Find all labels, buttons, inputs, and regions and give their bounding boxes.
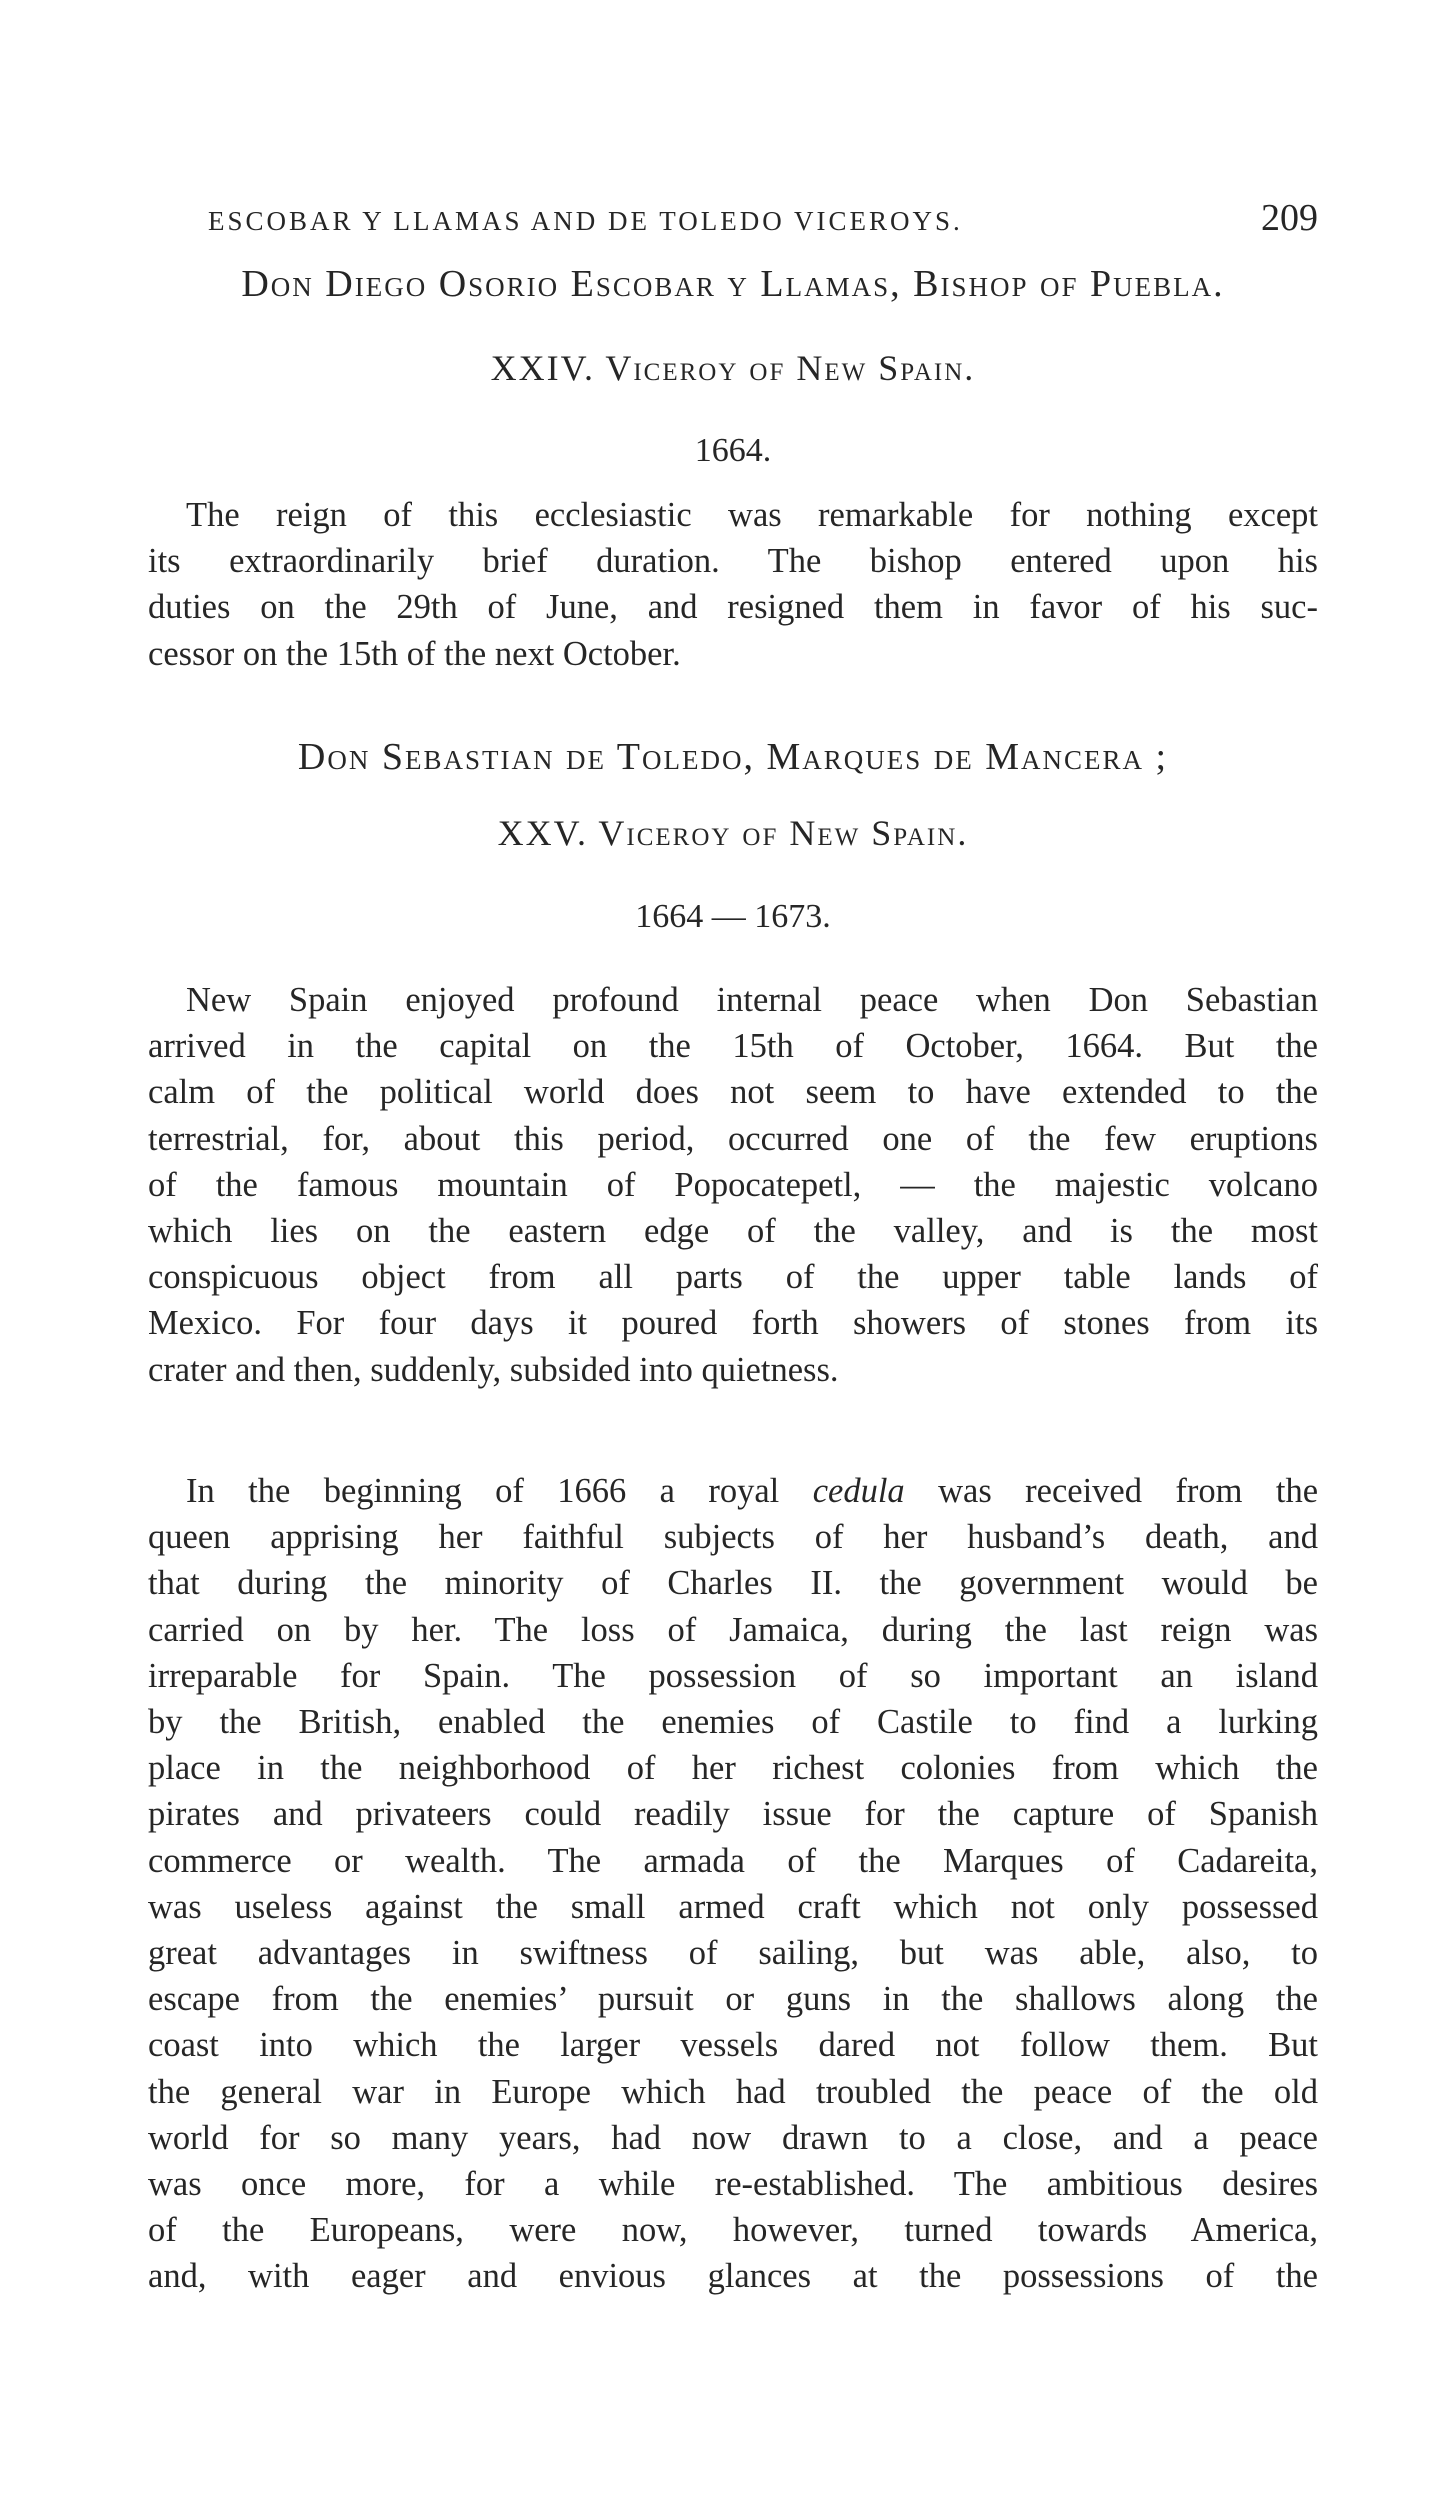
text-fragment: was received from the	[938, 1472, 1319, 1510]
text-fragment: In the beginning of 1666 a royal	[186, 1472, 780, 1510]
text-line: duties on the 29th of June, and resigned them in favor of his suc-	[148, 588, 1318, 627]
text-line: queen apprising her faithful subjects of her husband’s death, and	[148, 1518, 1318, 1557]
paragraph-new-spain-peace	[148, 977, 1318, 1393]
text-line: was useless against the small armed craft which not only possessed	[148, 1887, 1318, 1926]
text-line: carried on by her. The loss of Jamaica, during the last reign was	[148, 1610, 1318, 1649]
text-line: world for so many years, had now drawn to a close, and a peace	[148, 2118, 1318, 2157]
text-line: arrived in the capital on the 15th of October, 1664. But the	[148, 1027, 1318, 1066]
text-line: cessor on the 15th of the next October.	[148, 634, 681, 673]
text-line: by the British, enabled the enemies of Castile to find a lurking	[148, 1703, 1318, 1742]
text-line: Mexico. For four days it poured forth showers of stones from its	[148, 1304, 1318, 1343]
text-line: terrestrial, for, about this period, occurred one of the few eruptions	[148, 1119, 1318, 1158]
viceroy-name-heading: Don Diego Osorio Escobar y Llamas, Bishop of Puebla.	[241, 263, 1225, 305]
text-line: irreparable for Spain. The possession of so important an island	[148, 1656, 1318, 1695]
page-number: 209	[1261, 197, 1318, 239]
text-line: coast into which the larger vessels dared not follow them. But	[148, 2026, 1318, 2065]
text-line	[148, 1468, 1318, 1514]
text-line: its extraordinarily brief duration. The bishop entered upon his	[148, 542, 1318, 581]
text-line: that during the minority of Charles II. the government would be	[148, 1564, 1318, 1603]
viceroy-name-heading: Don Sebastian de Toledo, Marques de Mancera ;	[297, 736, 1169, 778]
text-line: was once more, for a while re-established. The ambitious desires	[148, 2165, 1318, 2204]
viceroy-years-heading: 1664 — 1673.	[635, 898, 831, 935]
text-line: calm of the political world does not seem to have extended to the	[148, 1073, 1318, 1112]
text-line: commerce or wealth. The armada of the Marques of Cadareita,	[148, 1841, 1318, 1880]
running-head	[148, 196, 1318, 256]
text-line: escape from the enemies’ pursuit or guns in the shallows along the	[148, 1980, 1318, 2019]
text-line: and, with eager and envious glances at the possessions of the	[148, 2257, 1318, 2296]
paragraph-escobar-reign	[148, 492, 1318, 677]
text-line: place in the neighborhood of her richest colonies from which the	[148, 1749, 1318, 1788]
text-line: crater and then, suddenly, subsided into quietness.	[148, 1350, 839, 1389]
italic-term: cedula	[812, 1472, 905, 1510]
viceroy-ordinal-heading: XXIV. Viceroy of New Spain.	[490, 348, 976, 388]
text-line: The reign of this ecclesiastic was remarkable for nothing except	[186, 496, 1318, 534]
book-page	[148, 0, 1318, 2507]
text-line: of the famous mountain of Popocatepetl, — the majestic volcano	[148, 1165, 1318, 1204]
text-line: New Spain enjoyed profound internal peace when Don Sebastian	[186, 981, 1318, 1019]
running-title: ESCOBAR Y LLAMAS AND DE TOLEDO VICEROYS.	[208, 206, 963, 236]
text-line: of the Europeans, were now, however, turned towards America,	[148, 2211, 1318, 2250]
text-line: conspicuous object from all parts of the upper table lands of	[148, 1258, 1318, 1297]
text-line: pirates and privateers could readily issue for the capture of Spanish	[148, 1795, 1318, 1834]
text-line: which lies on the eastern edge of the valley, and is the most	[148, 1212, 1318, 1251]
text-line: the general war in Europe which had troubled the peace of the old	[148, 2072, 1318, 2111]
viceroy-ordinal-heading: XXV. Viceroy of New Spain.	[497, 813, 969, 853]
paragraph-royal-cedula	[148, 1468, 1318, 2300]
text-line: great advantages in swiftness of sailing, but was able, also, to	[148, 1934, 1318, 1973]
viceroy-year-heading: 1664.	[694, 432, 772, 469]
